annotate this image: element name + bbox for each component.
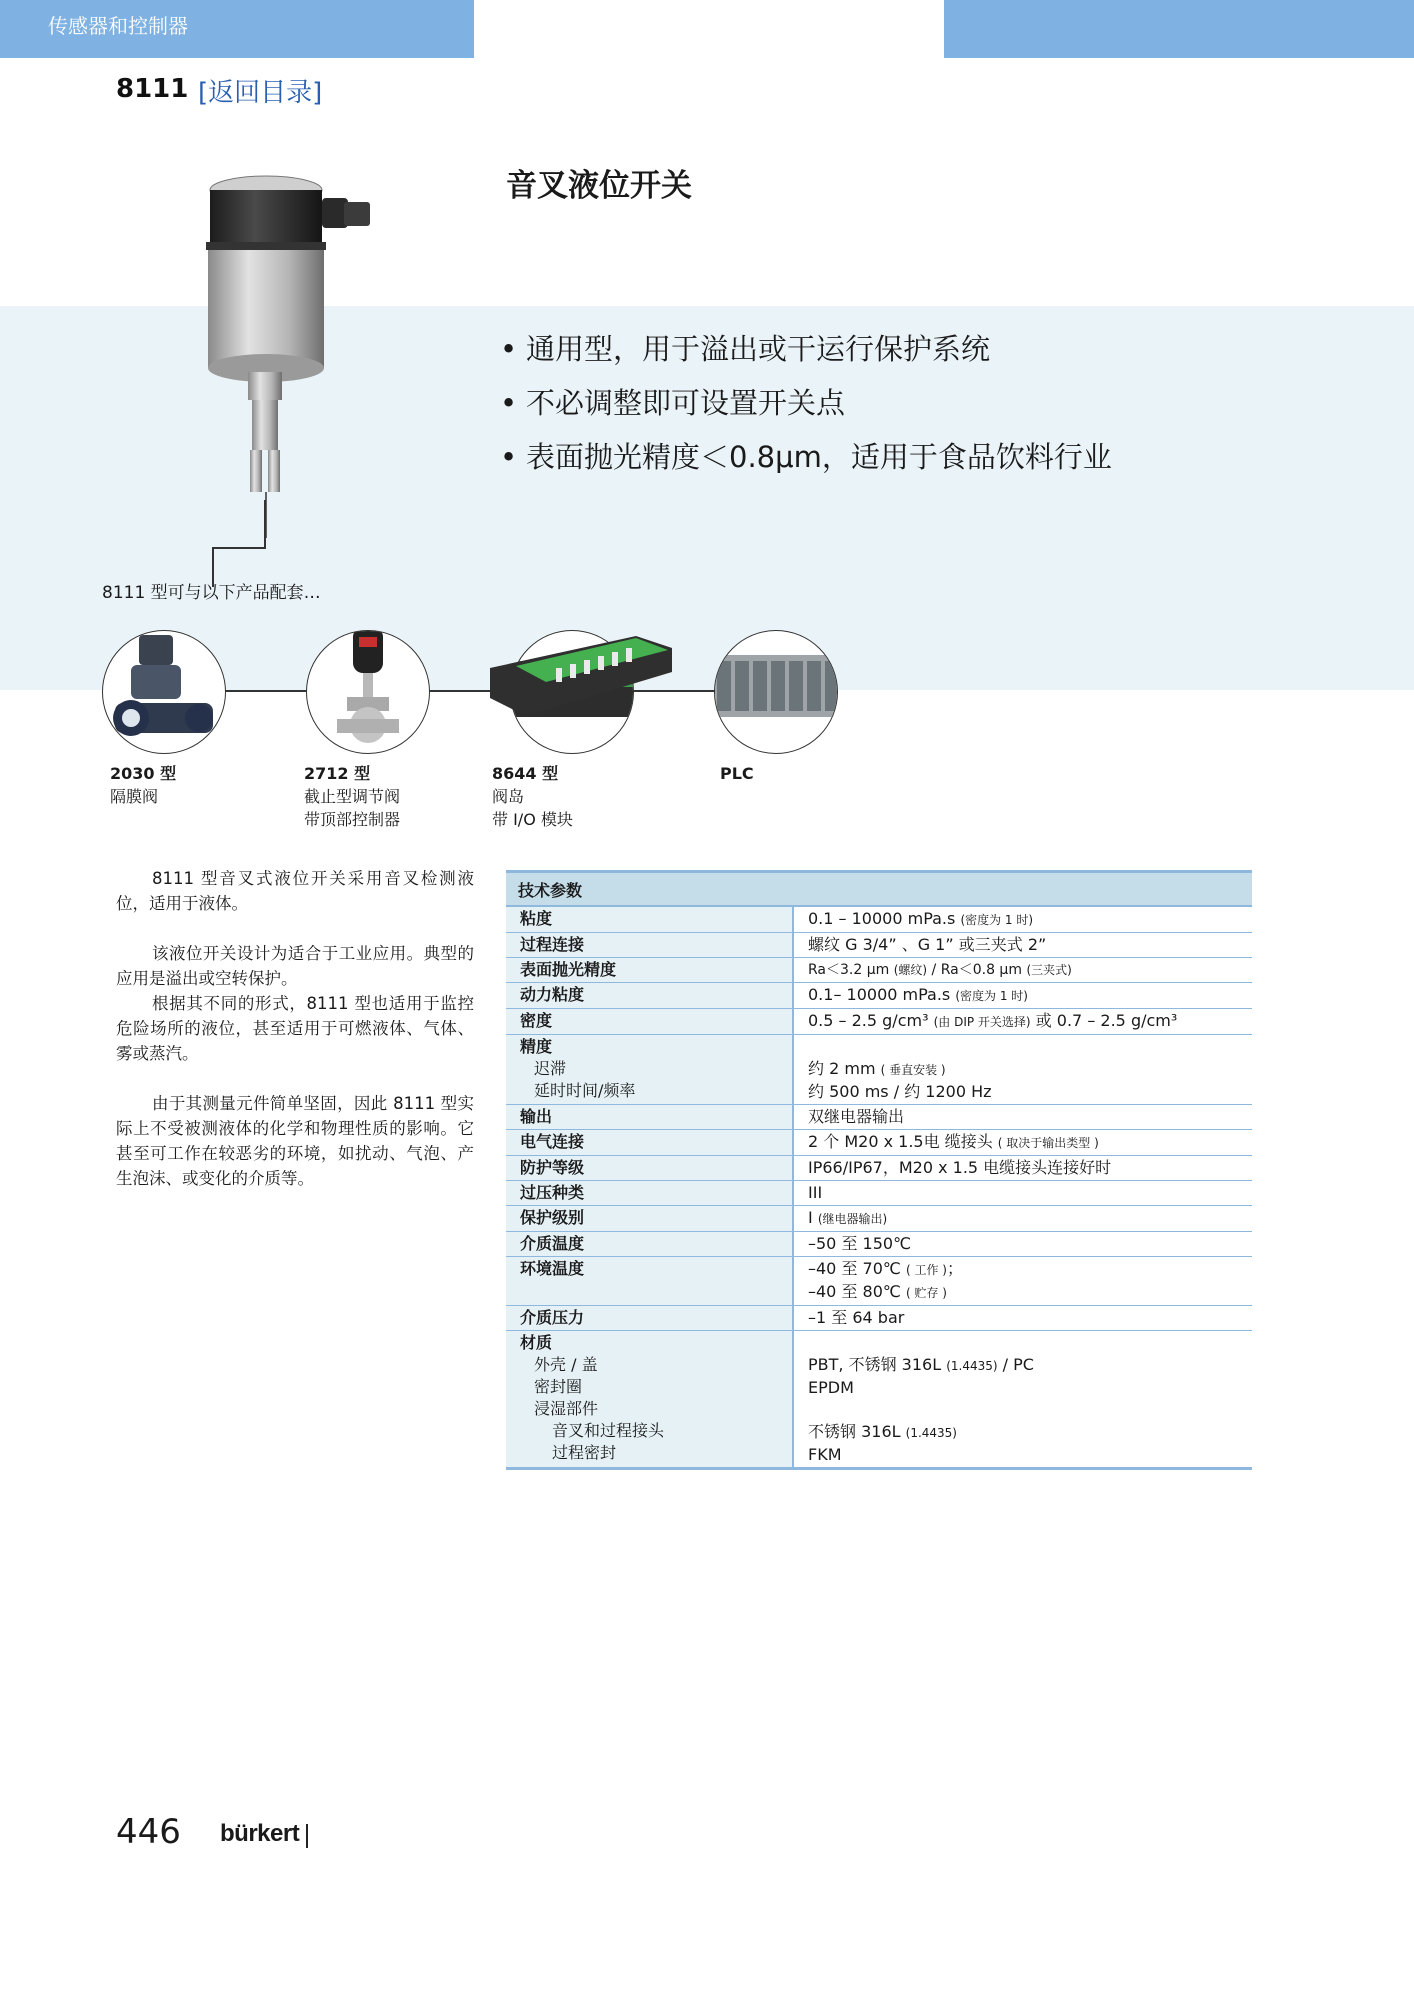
spec-value: IP66/IP67，M20 x 1.5 电缆接头连接好时 — [793, 1156, 1252, 1181]
globe-control-valve-photo — [306, 630, 430, 754]
spec-label: 防护等级 — [506, 1156, 793, 1181]
feature-item: • 表面抛光精度＜0.8μm，适用于食品饮料行业 — [500, 434, 1112, 488]
feature-item: • 通用型，用于溢出或干运行保护系统 — [500, 326, 1112, 380]
bullet-icon: • — [500, 332, 518, 366]
spec-value: 双继电器输出 — [793, 1105, 1252, 1130]
bullet-icon: • — [500, 386, 518, 420]
spec-value: –1 至 64 bar — [793, 1306, 1252, 1331]
brand-divider — [306, 1824, 308, 1848]
spec-label: 精度 迟滞 延时时间/频率 — [506, 1035, 793, 1105]
spec-row — [506, 1306, 1252, 1331]
spec-label: 电气连接 — [506, 1130, 793, 1156]
spec-table-header: 技术参数 — [506, 872, 1252, 907]
spec-value: 螺纹 G 3/4” 、G 1” 或三夹式 2” — [793, 933, 1252, 958]
spec-row — [506, 1181, 1252, 1206]
spec-row — [506, 906, 1252, 933]
spec-value: 约 2 mm ( 垂直安装 ) 约 500 ms / 约 1200 Hz — [793, 1035, 1252, 1105]
page-number: 446 — [116, 1812, 181, 1852]
compat-caption-8644: 8644 型 阀岛 带 I/O 模块 — [492, 764, 573, 829]
spec-label: 密度 — [506, 1009, 793, 1035]
spec-value: –50 至 150℃ — [793, 1232, 1252, 1257]
compat-connector-line — [160, 690, 780, 692]
brand-logo: bürkert — [220, 1820, 300, 1847]
description-paragraph: 根据其不同的形式，8111 型也适用于监控危险场所的液位，甚至适用于可燃液体、气体、雾或蒸汽。 — [116, 994, 474, 1063]
spec-value: I (继电器输出) — [793, 1206, 1252, 1232]
spec-value: 2 个 M20 x 1.5电 缆接头 ( 取决于输出类型 ) — [793, 1130, 1252, 1156]
valve-island-extension — [486, 628, 672, 740]
spec-row — [506, 933, 1252, 958]
description-text — [116, 866, 474, 1191]
model-number: 8111 — [116, 74, 189, 104]
callout-line — [264, 500, 266, 548]
spec-label: 保护级别 — [506, 1206, 793, 1232]
product-title: 音叉液位开关 — [506, 168, 692, 204]
compat-intro: 8111 型可与以下产品配套… — [102, 583, 321, 603]
description-paragraph: 该液位开关设计为适合于工业应用。典型的应用是溢出或空转保护。 — [116, 944, 474, 988]
spec-row — [506, 1009, 1252, 1035]
spec-value: PBT, 不锈钢 316L (1.4435) / PC EPDM 不锈钢 316L (1.4435) FKM — [793, 1331, 1252, 1469]
spec-table — [506, 870, 1252, 1470]
bullet-icon: • — [500, 440, 518, 474]
compat-caption-2030: 2030 型 隔膜阀 — [110, 764, 177, 806]
spec-row — [506, 1206, 1252, 1232]
spec-row — [506, 1156, 1252, 1181]
spec-label: 粘度 — [506, 906, 793, 933]
level-switch-photo — [190, 168, 390, 538]
spec-row — [506, 1035, 1252, 1105]
spec-row — [506, 1257, 1252, 1306]
spec-label: 环境温度 — [506, 1257, 793, 1306]
spec-value: 0.1– 10000 mPa.s (密度为 1 时) — [793, 983, 1252, 1009]
spec-value: 0.5 – 2.5 g/cm³ (由 DIP 开关选择) 或 0.7 – 2.5 g/cm³ — [793, 1009, 1252, 1035]
spec-label: 表面抛光精度 — [506, 958, 793, 983]
spec-label: 输出 — [506, 1105, 793, 1130]
header-band-right — [944, 0, 1414, 58]
spec-row — [506, 1130, 1252, 1156]
spec-value: III — [793, 1181, 1252, 1206]
spec-row — [506, 1331, 1252, 1469]
description-paragraph: 8111 型音叉式液位开关采用音叉检测液位，适用于液体。 — [116, 869, 474, 913]
spec-label: 动力粘度 — [506, 983, 793, 1009]
spec-row — [506, 958, 1252, 983]
compat-caption-2712: 2712 型 截止型调节阀 带顶部控制器 — [304, 764, 401, 829]
diaphragm-valve-photo — [102, 630, 226, 754]
spec-row — [506, 1105, 1252, 1130]
spec-value: Ra＜3.2 μm (螺纹) / Ra＜0.8 μm (三夹式) — [793, 958, 1252, 983]
spec-label: 材质 外壳 / 盖 密封圈 浸湿部件 音叉和过程接头 过程密封 — [506, 1331, 793, 1469]
spec-label: 介质压力 — [506, 1306, 793, 1331]
spec-header-row — [506, 872, 1252, 907]
spec-row — [506, 1232, 1252, 1257]
callout-line — [212, 547, 266, 549]
spec-row — [506, 983, 1252, 1009]
plc-photo — [714, 630, 838, 754]
spec-value: 0.1 – 10000 mPa.s (密度为 1 时) — [793, 906, 1252, 933]
feature-list — [500, 326, 1112, 488]
spec-label: 过程连接 — [506, 933, 793, 958]
back-to-toc-link[interactable]: [返回目录] — [198, 78, 323, 108]
spec-label: 介质温度 — [506, 1232, 793, 1257]
spec-label: 过压种类 — [506, 1181, 793, 1206]
compat-caption-plc: PLC — [720, 764, 754, 783]
feature-item: • 不必调整即可设置开关点 — [500, 380, 1112, 434]
description-paragraph: 由于其测量元件简单坚固，因此 8111 型实际上不受被测液体的化学和物理性质的影响。它甚至可工作在较恶劣的环境，如扰动、气泡、产生泡沫、或变化的介质等。 — [116, 1094, 474, 1188]
spec-value: –40 至 70℃ ( 工作 )； –40 至 80℃ ( 贮存 ) — [793, 1257, 1252, 1306]
section-label: 传感器和控制器 — [48, 14, 188, 38]
